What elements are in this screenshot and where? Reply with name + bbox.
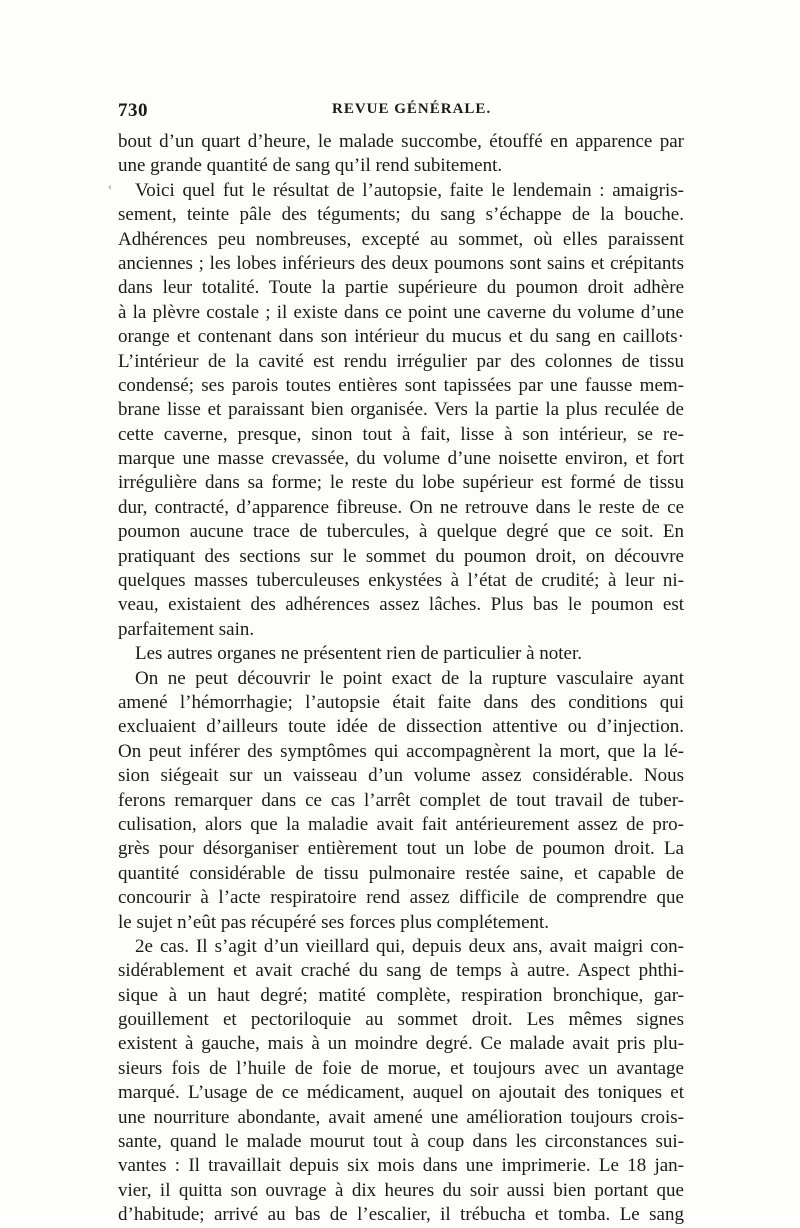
text-line: marque une masse crevassée, du volume d’une noisette environ, et fort xyxy=(118,448,684,470)
text-line: sidérablement et avait craché du sang de temps à autre. Aspect phthi- xyxy=(118,960,684,982)
text-line: gouillement et pectoriloquie au sommet droit. Les mêmes signes xyxy=(118,1009,684,1031)
text-line: Les autres organes ne présentent rien de particulier à noter. xyxy=(135,643,583,665)
text-line: On peut inférer des symptômes qui accompagnèrent la mort, que la lé- xyxy=(118,740,684,762)
text-line: excluaient d’ailleurs toute idée de dissection attentive ou d’injection. xyxy=(118,716,684,738)
text-line: pratiquant des sections sur le sommet du poumon droit, on découvre xyxy=(118,545,684,567)
text-line: orange et contenant dans son intérieur du mucus et du sang en caillots· xyxy=(118,326,684,348)
text-line: irrégulière dans sa forme; le reste du lobe supérieur est formé de tissu xyxy=(118,472,684,494)
text-line: à la plèvre costale ; il existe dans ce point une caverne du volume d’une xyxy=(118,301,684,323)
margin-mark: ‹ xyxy=(108,179,112,193)
text-line: sion siégeait sur un vaisseau d’un volume assez considérable. Nous xyxy=(118,765,684,787)
text-line: condensé; ses parois toutes entières sont tapissées par une fausse mem- xyxy=(118,374,684,396)
text-line: ferons remarquer dans ce cas l’arrêt complet de tout travail de tuber- xyxy=(118,789,684,811)
text-line: dans leur totalité. Toute la partie supérieure du poumon droit adhère xyxy=(118,277,684,299)
text-line: bout d’un quart d’heure, le malade succombe, étouffé en apparence par xyxy=(118,131,684,152)
text-line: poumon aucune trace de tubercules, à quelque degré que ce soit. En xyxy=(118,521,684,543)
text-line: L’intérieur de la cavité est rendu irrégulier par des colonnes de tissu xyxy=(118,350,684,372)
text-line: veau, existaient des adhérences assez lâches. Plus bas le poumon est xyxy=(118,594,684,616)
text-line: parfaitement sain. xyxy=(118,618,255,640)
text-line: le sujet n’eût pas récupéré ses forces plus complétement. xyxy=(118,911,550,933)
text-line: dur, contracté, d’apparence fibreuse. On ne retrouve dans le reste de ce xyxy=(118,496,684,518)
running-title: REVUE GÉNÉRALE. xyxy=(332,101,492,117)
text-line: amené l’hémorrhagie; l’autopsie était faite dans des conditions qui xyxy=(118,691,684,713)
text-line: d’habitude; arrivé au bas de l’escalier, il trébucha et tomba. Le sang xyxy=(118,1204,684,1226)
text-line: anciennes ; les lobes inférieurs des deux poumons sont sains et crépitants xyxy=(118,252,684,274)
text-line: quelques masses tuberculeuses enkystées à l’état de crudité; à leur ni- xyxy=(118,570,684,592)
text-line: culisation, alors que la maladie avait fait antérieurement assez de pro- xyxy=(118,813,684,835)
text-line: une nourriture abondante, avait amené une amélioration toujours crois- xyxy=(118,1106,684,1128)
text-line: une grande quantité de sang qu’il rend subitement. xyxy=(118,155,503,177)
text-line: sement, teinte pâle des téguments; du sang s’échappe de la bouche. xyxy=(118,204,684,226)
text-line: vier, il quitta son ouvrage à dix heures du soir aussi bien portant que xyxy=(118,1179,684,1201)
text-line: vantes : Il travaillait depuis six mois dans une imprimerie. Le 18 jan- xyxy=(118,1155,684,1177)
text-line: sante, quand le malade mourut tout à coup dans les circonstances sui- xyxy=(118,1131,684,1153)
text-line: marqué. L’usage de ce médicament, auquel on ajoutait des toniques et xyxy=(118,1082,684,1104)
text-line: sieurs fois de l’huile de foie de morue, et toujours avec un avantage xyxy=(118,1057,684,1079)
body-text xyxy=(118,130,684,1228)
page-header xyxy=(118,100,684,124)
text-line: existent à gauche, mais à un moindre degré. Ce malade avait pris plu- xyxy=(118,1033,684,1055)
text-line: cette caverne, presque, sinon tout à fait, lisse à son intérieur, se re- xyxy=(118,423,684,445)
text-line: sique à un haut degré; matité complète, respiration bronchique, gar- xyxy=(118,984,684,1006)
text-line: grès pour désorganiser entièrement tout un lobe de poumon droit. La xyxy=(118,838,684,860)
text-line: Voici quel fut le résultat de l’autopsie, faite le lendemain : amaigris- xyxy=(135,179,684,201)
text-line: On ne peut découvrir le point exact de la rupture vasculaire ayant xyxy=(135,667,684,689)
page-number: 730 xyxy=(118,100,148,121)
text-line: Adhérences peu nombreuses, excepté au sommet, où elles paraissent xyxy=(118,228,684,250)
text-line: concourir à l’acte respiratoire rend assez difficile de comprendre que xyxy=(118,887,684,909)
text-line: quantité considérable de tissu pulmonaire restée saine, et capable de xyxy=(118,862,684,884)
text-line: 2e cas. Il s’agit d’un vieillard qui, depuis deux ans, avait maigri con- xyxy=(135,935,684,957)
text-line: brane lisse et paraissant bien organisée. Vers la partie la plus reculée de xyxy=(118,399,684,421)
